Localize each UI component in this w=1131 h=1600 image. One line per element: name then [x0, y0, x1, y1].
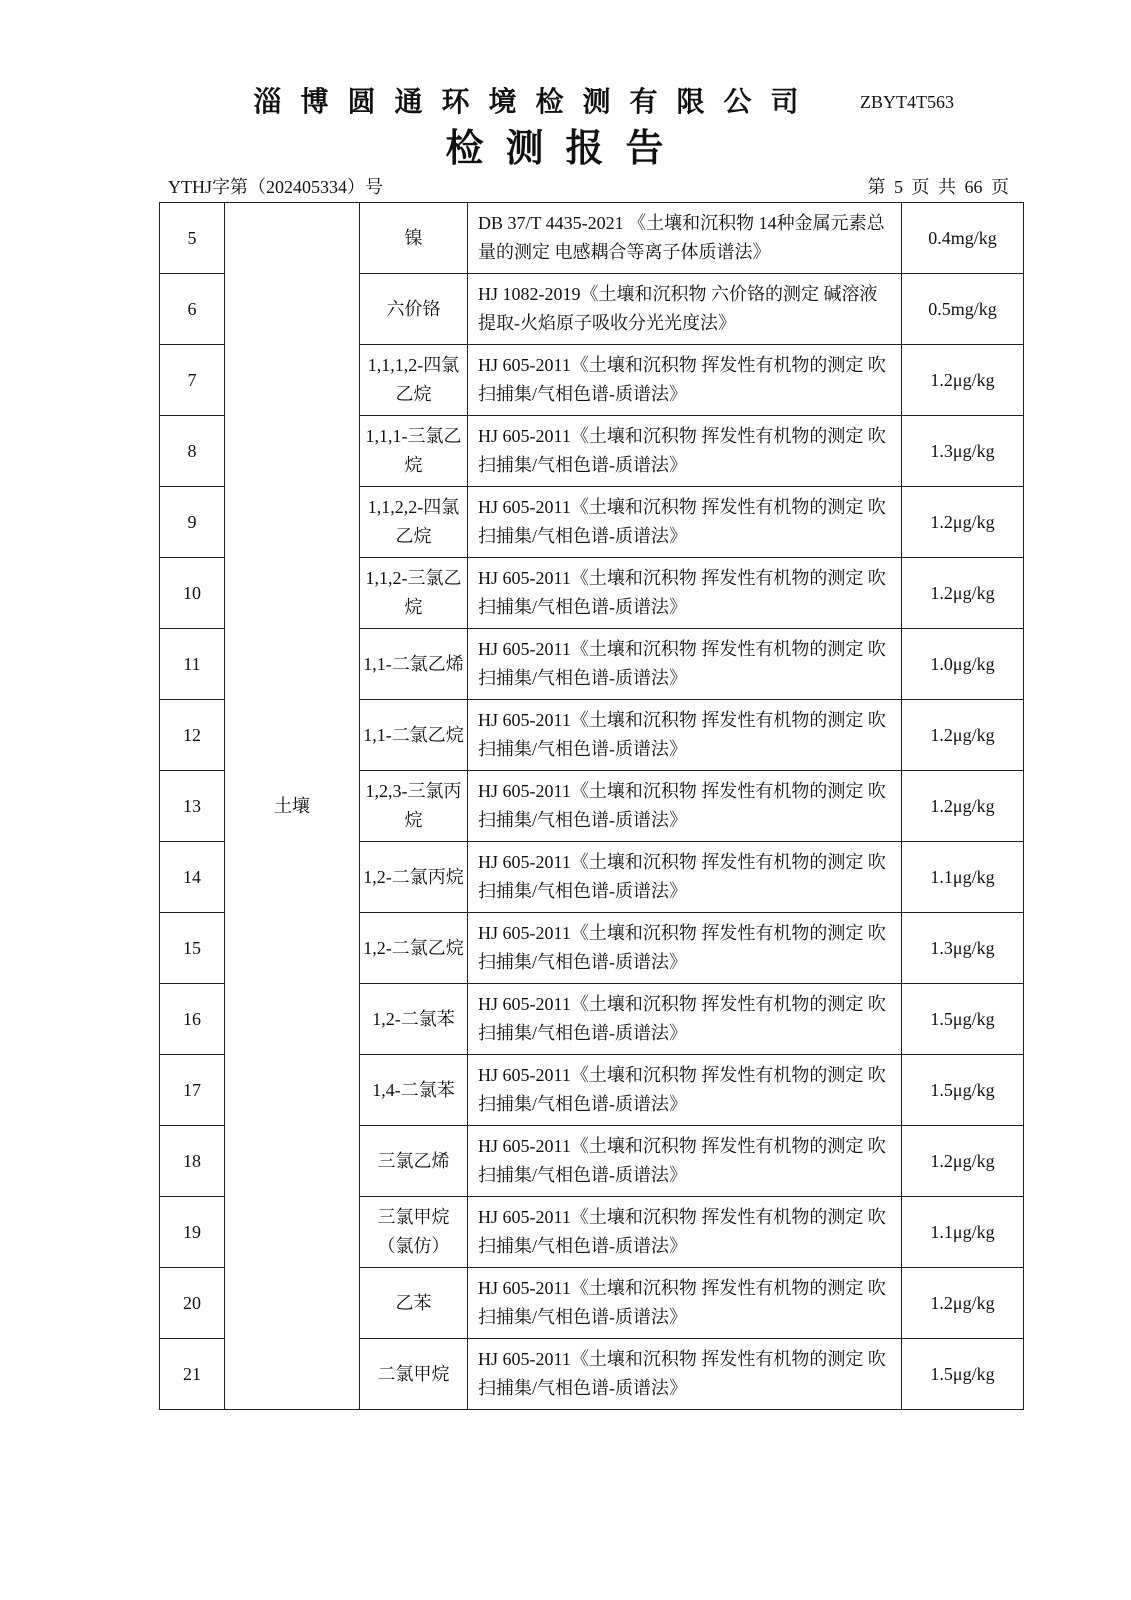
row-number: 6 [160, 274, 225, 345]
row-number: 10 [160, 558, 225, 629]
detection-limit: 1.5μg/kg [902, 1339, 1024, 1410]
detection-limit: 1.3μg/kg [902, 913, 1024, 984]
detection-limit: 1.1μg/kg [902, 842, 1024, 913]
row-number: 8 [160, 416, 225, 487]
test-item: 三氯甲烷（氯仿） [360, 1197, 468, 1268]
row-number: 15 [160, 913, 225, 984]
detection-limit: 1.2μg/kg [902, 345, 1024, 416]
test-method: HJ 1082-2019《土壤和沉积物 六价铬的测定 碱溶液提取-火焰原子吸收分光光度法》 [468, 274, 902, 345]
company-name [0, 82, 1131, 122]
test-item: 1,4-二氯苯 [360, 1055, 468, 1126]
row-number: 16 [160, 984, 225, 1055]
row-number: 7 [160, 345, 225, 416]
test-item: 六价铬 [360, 274, 468, 345]
test-item: 1,1-二氯乙烷 [360, 700, 468, 771]
test-method: HJ 605-2011《土壤和沉积物 挥发性有机物的测定 吹扫捕集/气相色谱-质谱法》 [468, 700, 902, 771]
test-method: HJ 605-2011《土壤和沉积物 挥发性有机物的测定 吹扫捕集/气相色谱-质谱法》 [468, 416, 902, 487]
test-item: 1,1,1,2-四氯乙烷 [360, 345, 468, 416]
test-method: HJ 605-2011《土壤和沉积物 挥发性有机物的测定 吹扫捕集/气相色谱-质谱法》 [468, 771, 902, 842]
test-item: 1,2-二氯丙烷 [360, 842, 468, 913]
row-number: 17 [160, 1055, 225, 1126]
test-method: HJ 605-2011《土壤和沉积物 挥发性有机物的测定 吹扫捕集/气相色谱-质谱法》 [468, 1268, 902, 1339]
test-method: HJ 605-2011《土壤和沉积物 挥发性有机物的测定 吹扫捕集/气相色谱-质谱法》 [468, 984, 902, 1055]
test-method: HJ 605-2011《土壤和沉积物 挥发性有机物的测定 吹扫捕集/气相色谱-质谱法》 [468, 558, 902, 629]
test-method: HJ 605-2011《土壤和沉积物 挥发性有机物的测定 吹扫捕集/气相色谱-质谱法》 [468, 1339, 902, 1410]
row-number: 21 [160, 1339, 225, 1410]
test-method: HJ 605-2011《土壤和沉积物 挥发性有机物的测定 吹扫捕集/气相色谱-质谱法》 [468, 913, 902, 984]
test-item: 1,1,2,2-四氯乙烷 [360, 487, 468, 558]
detection-limit: 1.2μg/kg [902, 771, 1024, 842]
sample-type-cell: 土壤 [225, 203, 360, 1410]
test-item: 二氯甲烷 [360, 1339, 468, 1410]
test-method: HJ 605-2011《土壤和沉积物 挥发性有机物的测定 吹扫捕集/气相色谱-质谱法》 [468, 345, 902, 416]
test-item: 1,2-二氯乙烷 [360, 913, 468, 984]
page-info: 第 5 页 共 66 页 [867, 177, 1009, 197]
report-title: 检测报告 [445, 126, 686, 170]
test-item: 1,1,1-三氯乙烷 [360, 416, 468, 487]
table-row [160, 203, 1024, 274]
test-item: 镍 [360, 203, 468, 274]
test-method: HJ 605-2011《土壤和沉积物 挥发性有机物的测定 吹扫捕集/气相色谱-质谱法》 [468, 1126, 902, 1197]
detection-limit: 0.4mg/kg [902, 203, 1024, 274]
row-number: 18 [160, 1126, 225, 1197]
detection-limit: 1.5μg/kg [902, 984, 1024, 1055]
test-method: HJ 605-2011《土壤和沉积物 挥发性有机物的测定 吹扫捕集/气相色谱-质谱法》 [468, 629, 902, 700]
row-number: 12 [160, 700, 225, 771]
test-item: 1,1-二氯乙烯 [360, 629, 468, 700]
test-item: 1,2,3-三氯丙烷 [360, 771, 468, 842]
report-code: ZBYT4T563 [860, 92, 954, 112]
company-name-text: 淄博圆通环境检测有限公司 [253, 85, 818, 118]
test-method: HJ 605-2011《土壤和沉积物 挥发性有机物的测定 吹扫捕集/气相色谱-质谱法》 [468, 1055, 902, 1126]
results-table-body [160, 203, 1024, 1410]
detection-limit: 1.2μg/kg [902, 700, 1024, 771]
detection-limit: 1.5μg/kg [902, 1055, 1024, 1126]
row-number: 14 [160, 842, 225, 913]
detection-limit: 1.0μg/kg [902, 629, 1024, 700]
test-item: 1,1,2-三氯乙烷 [360, 558, 468, 629]
test-method: DB 37/T 4435-2021 《土壤和沉积物 14种金属元素总量的测定 电感耦合等离子体质谱法》 [468, 203, 902, 274]
detection-limit: 1.3μg/kg [902, 416, 1024, 487]
row-number: 11 [160, 629, 225, 700]
test-method: HJ 605-2011《土壤和沉积物 挥发性有机物的测定 吹扫捕集/气相色谱-质谱法》 [468, 1197, 902, 1268]
detection-limit: 1.2μg/kg [902, 487, 1024, 558]
report-number: YTHJ字第（202405334）号 [168, 177, 383, 197]
test-method: HJ 605-2011《土壤和沉积物 挥发性有机物的测定 吹扫捕集/气相色谱-质谱法》 [468, 487, 902, 558]
test-item: 乙苯 [360, 1268, 468, 1339]
test-item: 三氯乙烯 [360, 1126, 468, 1197]
row-number: 9 [160, 487, 225, 558]
test-item: 1,2-二氯苯 [360, 984, 468, 1055]
row-number: 13 [160, 771, 225, 842]
test-method: HJ 605-2011《土壤和沉积物 挥发性有机物的测定 吹扫捕集/气相色谱-质谱法》 [468, 842, 902, 913]
detection-limit: 1.1μg/kg [902, 1197, 1024, 1268]
results-table [159, 202, 1024, 1410]
row-number: 19 [160, 1197, 225, 1268]
detection-limit: 1.2μg/kg [902, 1268, 1024, 1339]
row-number: 5 [160, 203, 225, 274]
row-number: 20 [160, 1268, 225, 1339]
detection-limit: 1.2μg/kg [902, 558, 1024, 629]
detection-limit: 1.2μg/kg [902, 1126, 1024, 1197]
detection-limit: 0.5mg/kg [902, 274, 1024, 345]
